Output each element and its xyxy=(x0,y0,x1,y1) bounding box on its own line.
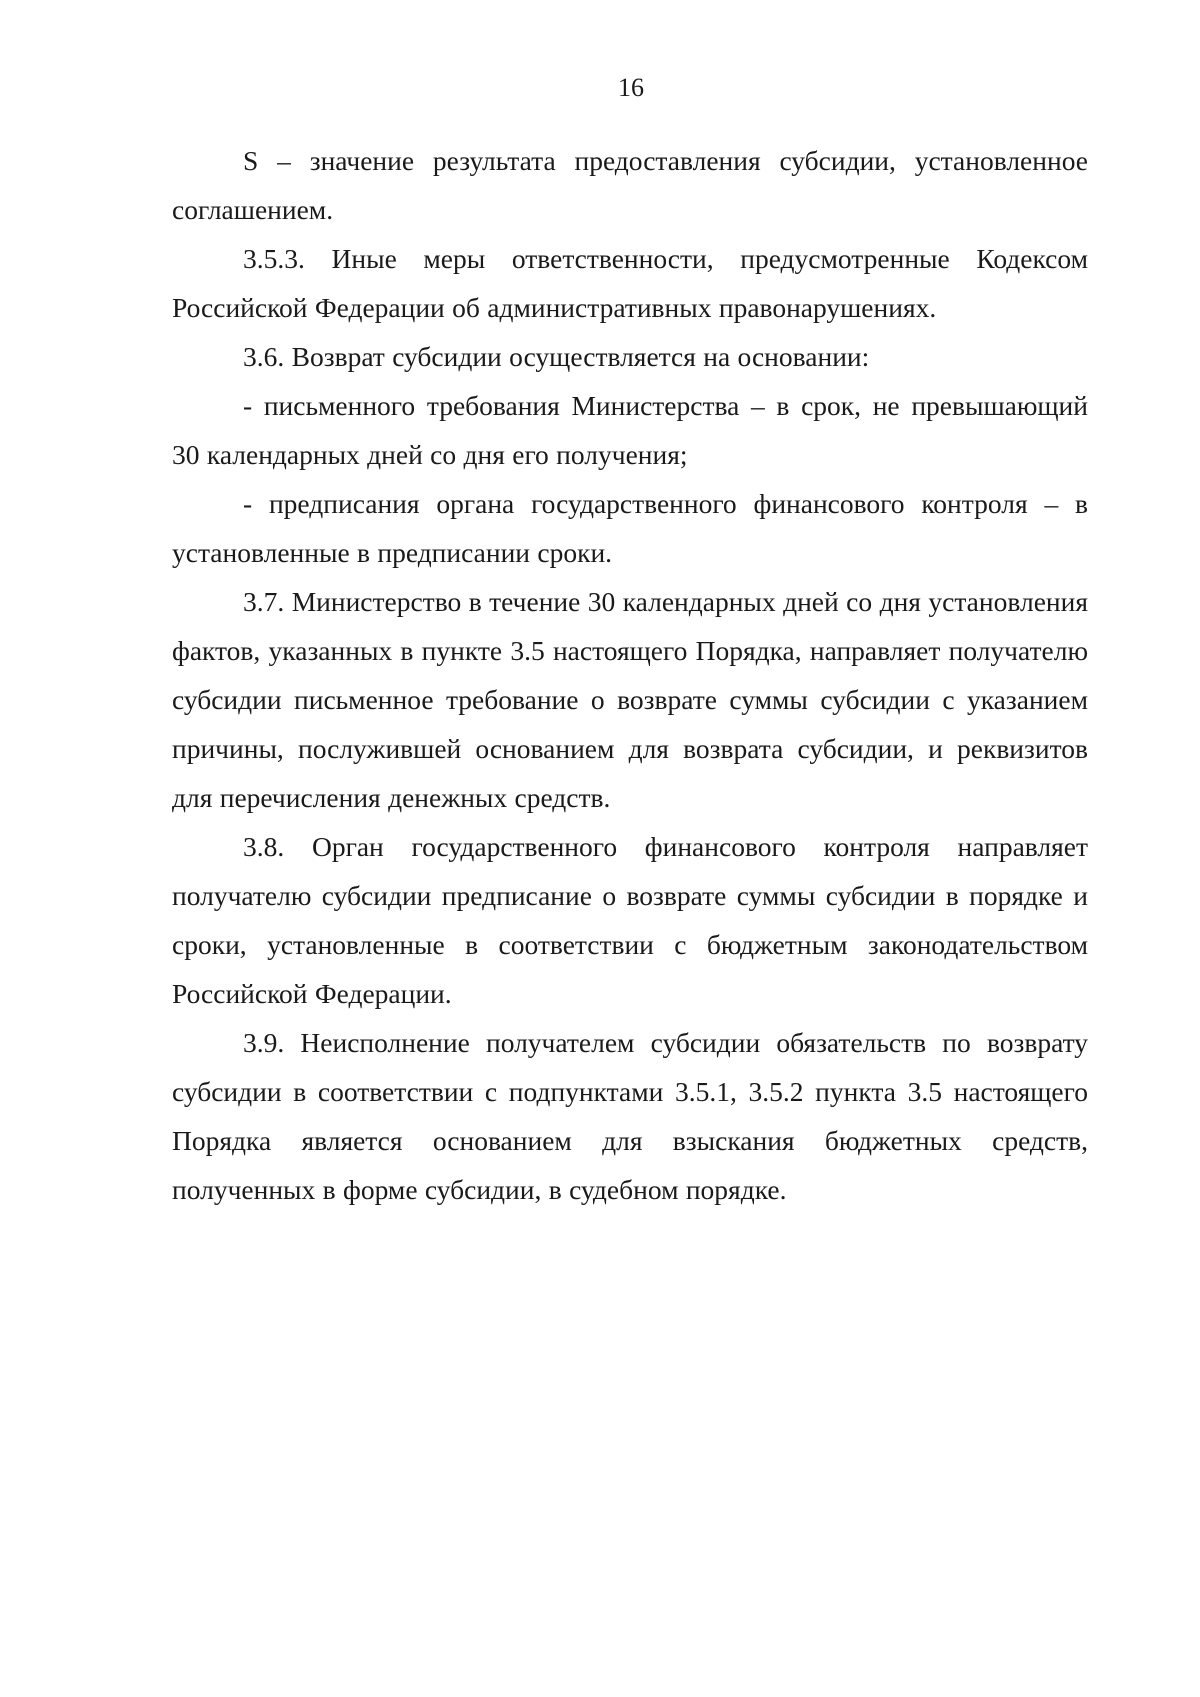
paragraph-s-definition: S – значение результата предоставления субсидии, установленное соглашением. xyxy=(172,145,1088,225)
paragraph-3-8: 3.8. Орган государственного финансового контроля направляет получателю субсидии предписание о возврате суммы субсидии в порядке и сроки, установленные в соответствии с бюджетным законодательством Российской Федерации. xyxy=(172,831,1088,1009)
paragraph-3-6: 3.6. Возврат субсидии осуществляется на основании: xyxy=(243,341,870,372)
paragraph-3-5-3: 3.5.3. Иные меры ответственности, предусмотренные Кодексом Российской Федерации об административных правонарушениях. xyxy=(172,243,1088,323)
paragraph-3-9: 3.9. Неисполнение получателем субсидии обязательств по возврату субсидии в соответствии с подпунктами 3.5.1, 3.5.2 пункта 3.5 настоящего Порядка является основанием для взыскания бюджетных средств, полученных в форме субсидии, в судебном порядке. xyxy=(172,1027,1088,1205)
document-body xyxy=(172,136,1088,1214)
page-number: 16 xyxy=(618,73,644,102)
list-item-control-order: - предписания органа государственного финансового контроля – в установленные в предписании сроки. xyxy=(172,488,1088,568)
list-item-ministry-requirement: - письменного требования Министерства – в срок, не превышающий 30 календарных дней со дня его получения; xyxy=(172,390,1088,470)
paragraph-3-7: 3.7. Министерство в течение 30 календарных дней со дня установления фактов, указанных в пункте 3.5 настоящего Порядка, направляет получателю субсидии письменное требование о возврате суммы субсидии с указанием причины, послужившей основанием для возврата субсидии, и реквизитов для перечисления денежных средств. xyxy=(172,586,1088,813)
